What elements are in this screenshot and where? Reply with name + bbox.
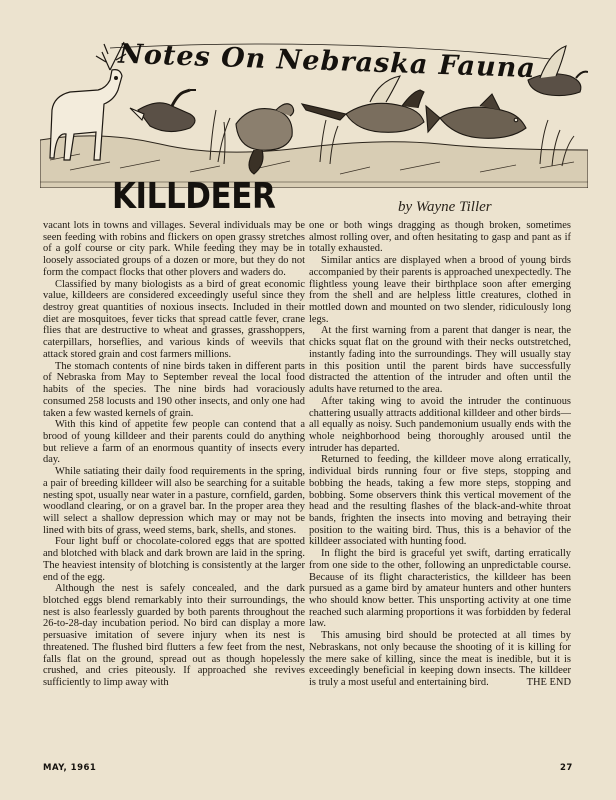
bass-illustration (426, 94, 526, 138)
paragraph: vacant lots in towns and villages. Several individuals may be seen feeding with robins and flickers on open grassy stretches of a golf course or city park. While feeding they may be in loosely associated groups of a dozen or more, but they do not form the compact flocks that other plovers and waders do. (43, 220, 305, 278)
page-number: 27 (560, 763, 573, 773)
paragraph: While satiating their daily food requirements in the spring, a pair of breeding killdeer will also be searching for a suitable nesting spot, usually near water in a pasture, cornfield, garden, woodland clearing, or on a gravel bar. In the proper area they will select a shallow depression which may or may not be lined with bits of grass, weed stems, bark, shells, and stones. (43, 466, 305, 536)
series-title: Notes On Nebraska Fauna (117, 38, 537, 85)
author-byline: by Wayne Tiller (398, 199, 492, 215)
article-headline: KILLDEER (112, 176, 276, 217)
paragraph: Four light buff or chocolate-colored eggs that are spotted and blotched with black and dark brown are laid in the spring. The heaviest intensity of blotching is consistently at the larger end of the egg. (43, 536, 305, 583)
paragraph: one or both wings dragging as though broken, sometimes almost rolling over, and often hesitating to gasp and pant as if totally exhausted. (309, 220, 571, 255)
paragraph: Classified by many biologists as a bird of great economic value, killdeers are considered exceedingly useful since they destroy great quantities of noxious insects. Included in their diet are mosquitoes, fever ticks that spread cattle fever, crane flies that are destructive to wheat and grasses, grasshoppers, caterpillars, horseflies, and various kinds of weevils that attack stored grain and cost farmers millions. (43, 278, 305, 360)
paragraph (309, 630, 571, 689)
paragraph: Returned to feeding, the killdeer move along erratically, individual birds running four or five steps, stopping and bobbing the heads, taking a few more steps, stopping and bobbing. Some observers think this vertical movement of the head and the resulting flashes of the black-and-white throat bands, frighten the insects into moving and betraying their position to the waiting bird. Thus, this is a behavior of the killdeer associated with hunting food. (309, 454, 571, 548)
left-column (43, 220, 305, 689)
paragraph: In flight the bird is graceful yet swift, darting erratically from one side to the other, following an unpredictable course. Because of its flight characteristics, the killdeer has been pursued as a game bird by amateur hunters and other hunters who should know better. This unsporting activity at one time reached such alarming proportions it was forbidden by federal law. (309, 548, 571, 630)
goose-illustration (130, 90, 196, 132)
issue-date: MAY, 1961 (43, 763, 97, 773)
paragraph: With this kind of appetite few people can contend that a brood of young killdeer and their parents could do anything but relieve a farm of an enormous quantity of insects every day. (43, 419, 305, 466)
paragraph: The stomach contents of nine birds taken in different parts of Nebraska from May to September reveal the local food habits of the species. The nine birds had voraciously consumed 258 locusts and 190 other insects, and only one had taken a few wasted kernels of grain. (43, 360, 305, 419)
paragraph-text: This amusing bird should be protected at all times by Nebraskans, not only because the shooting of it is killing for the mere sake of killing, since the meat is inedible, but it is exceedingly beneficial in keeping down insects. The killdeer is truly a most useful and entertaining bird. (309, 630, 571, 689)
paragraph: At the first warning from a parent that danger is near, the chicks squat flat on the ground with their necks outstretched, instantly fading into the surroundings. They will usually stay in this position until the parent birds have successfully distracted the attention of the intruder and often until the adults have returned to the area. (309, 325, 571, 396)
end-mark: THE END (526, 677, 571, 689)
paragraph: Although the nest is safely concealed, and the dark blotched eggs blend remarkably into their surroundings, the nest is also fearlessly guarded by both parents throughout the 26-to-28-day incubation period. No bird can display a more persuasive imitation of severe injury when its nest is threatened. The flushed bird flutters a few feet from the nest, falls flat on the ground, spread out as though hopelessly crushed, and cries piteously. If approached she revives sufficiently to limp away with (43, 583, 305, 689)
paragraph: Similar antics are displayed when a brood of young birds accompanied by their parents is approached unexpectedly. The flightless young leave their birthplace soon after emerging from the shell and are helpless little creatures, clothed in mottled down and mounted on two slender, ridiculously long legs. (309, 255, 571, 325)
paragraph: After taking wing to avoid the intruder the continuous chattering usually attracts additional killdeer and other birds—all equally as noisy. Such pandemonium usually ends with the whole neighborhood being thoroughly aroused until the intruder has departed. (309, 395, 571, 454)
right-column (309, 220, 571, 689)
